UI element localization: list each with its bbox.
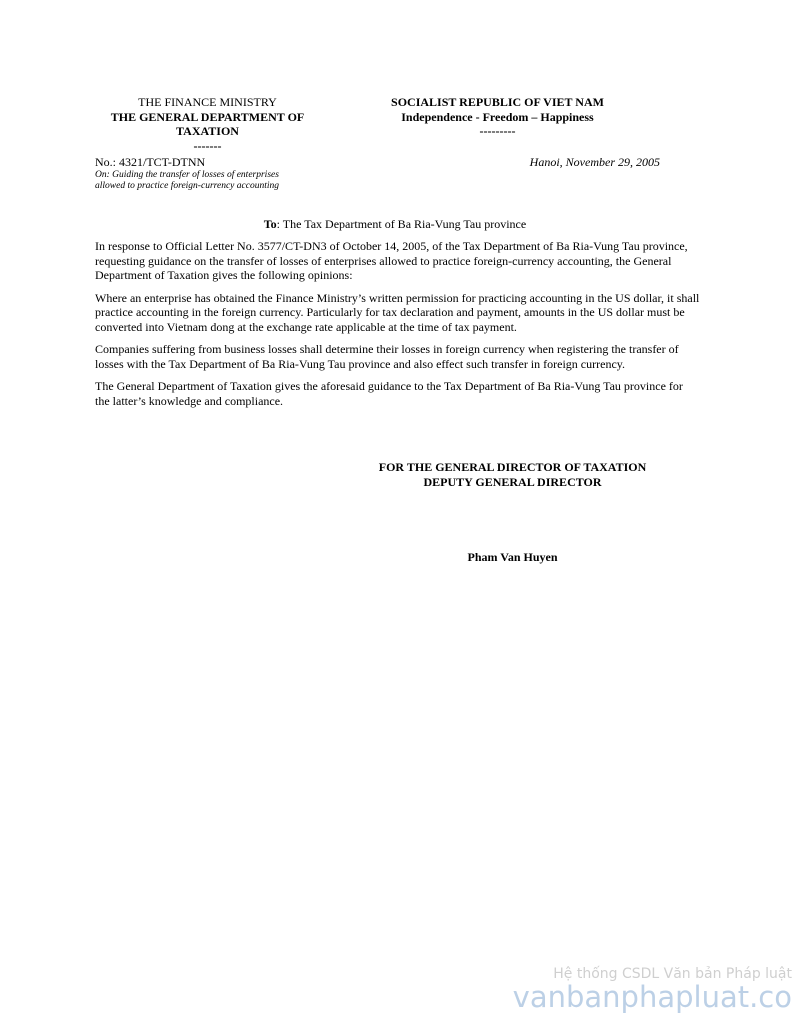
watermark-caption: Hệ thống CSDL Văn bản Pháp luật	[553, 966, 792, 982]
recipient-line	[95, 217, 695, 232]
document-subject-line2: allowed to practice foreign-currency accounting	[95, 181, 279, 191]
document-body	[95, 239, 700, 416]
signer-name: Pham Van Huyen	[467, 550, 558, 564]
country-name: SOCIALIST REPUBLIC OF VIET NAM	[391, 95, 604, 109]
header-right-separator: ---------	[479, 124, 516, 138]
watermark-site: vanbanphapluat.co	[512, 980, 792, 1014]
signature-title: FOR THE GENERAL DIRECTOR OF TAXATION	[378, 460, 647, 474]
body-paragraph: Where an enterprise has obtained the Finance Ministry’s written permission for practicing accounting in the US dollar, it shall practice accounting in the foreign currency. Particularly for tax declaration and payment, amounts in the US dollar must be converted into Vietnam dong at the exchange rate applicable at the time of tax payment.	[95, 290, 700, 334]
national-motto: Independence - Freedom – Happiness	[401, 109, 594, 124]
document-date: Hanoi, November 29, 2005	[529, 155, 660, 169]
document-subject-line1: On: Guiding the transfer of losses of enterprises	[95, 169, 279, 180]
document-meta	[95, 155, 355, 193]
body-paragraph: In response to Official Letter No. 3577/CT-DN3 of October 14, 2005, of the Tax Department of Ba Ria-Vung Tau province, requesting guidance on the transfer of losses of enterprises allowed to practice foreign-currency accounting, the General Department of Taxation gives the following opinions:	[95, 239, 688, 282]
department-name-line1: THE GENERAL DEPARTMENT OF	[110, 109, 305, 124]
body-paragraph: The General Department of Taxation gives the aforesaid guidance to the Tax Department of Ba Ria-Vung Tau province for the latter’s knowledge and compliance.	[95, 379, 683, 408]
recipient-text: : The Tax Department of Ba Ria-Vung Tau province	[276, 217, 527, 231]
signature-position: DEPUTY GENERAL DIRECTOR	[423, 474, 602, 489]
national-title-block	[355, 95, 640, 139]
issuing-authority-block	[95, 95, 320, 153]
signature-block	[340, 460, 685, 489]
document-number: No.: 4321/TCT-DTNN	[95, 155, 206, 169]
ministry-name: THE FINANCE MINISTRY	[138, 95, 277, 109]
recipient-label: To	[263, 217, 277, 231]
header-left-separator: -------	[193, 138, 222, 153]
department-name-line2: TAXATION	[176, 124, 239, 138]
body-paragraph: Companies suffering from business losses shall determine their losses in foreign currency when registering the transfer of losses with the Tax Department of Ba Ria-Vung Tau province and also effect such transfer in foreign currency.	[95, 342, 679, 371]
